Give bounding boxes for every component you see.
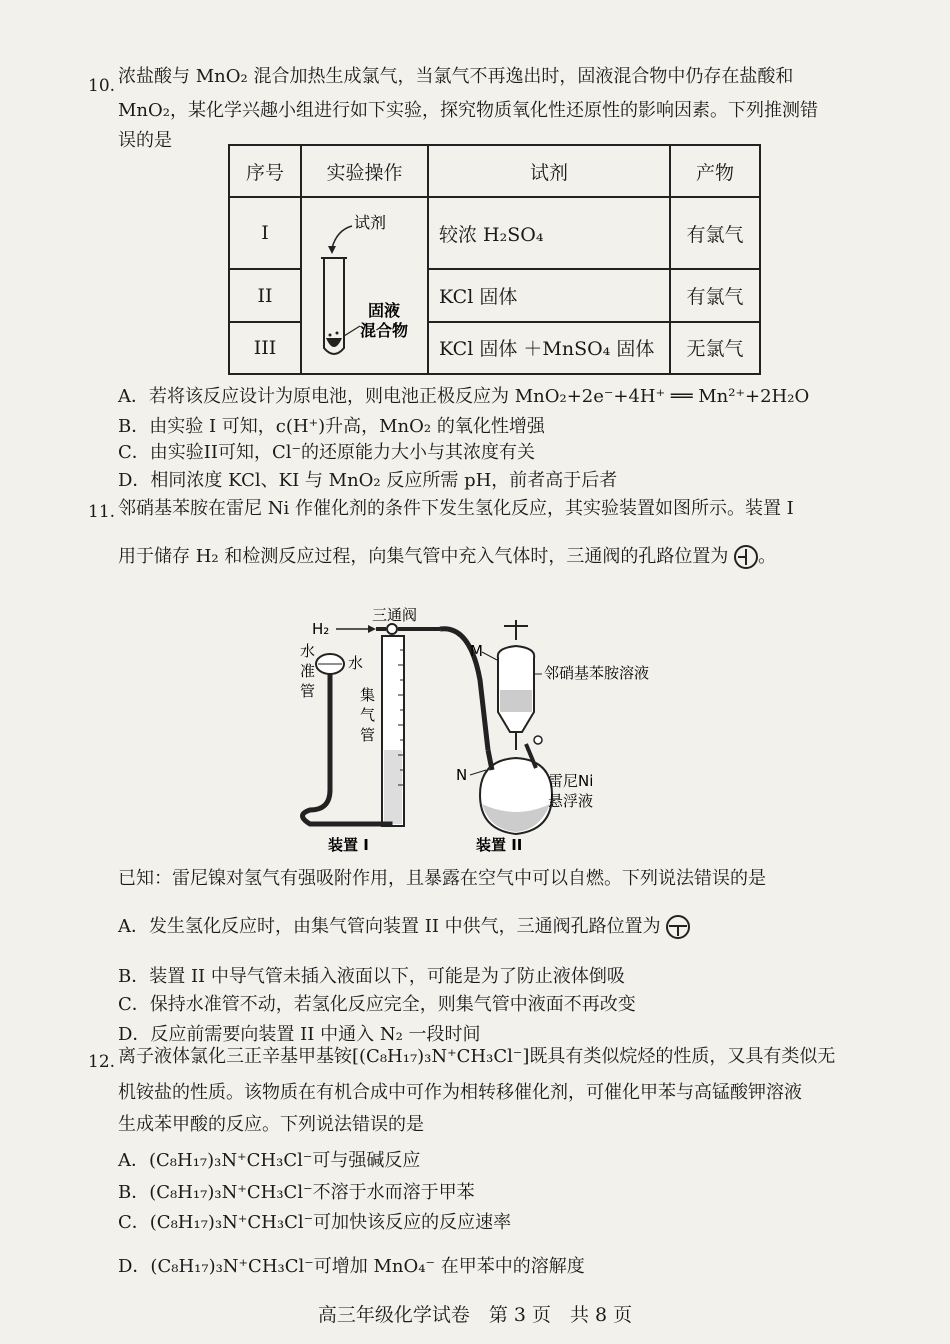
question-12-stem-line1: 离子液体氯化三正辛基甲基铵[(C₈H₁₇)₃N⁺CH₃Cl⁻]既具有类似烷烃的性质，又具有类似无 [118, 1046, 836, 1067]
question-11-stem-text: 用于储存 H₂ 和检测反应过程，向集气管中充入气体时，三通阀的孔路位置为 [118, 546, 729, 567]
question-12-stem-line2: 机铵盐的性质。该物质在有机合成中可作为相转移催化剂，可催化甲苯与高锰酸钾溶液 [118, 1082, 802, 1103]
q11-option-a [118, 912, 690, 939]
valve-position-icon-fill [734, 545, 758, 569]
question-10-stem-line2: MnO₂，某化学兴趣小组进行如下实验，探究物质氧化性还原性的影响因素。下列推测错 [118, 100, 818, 121]
m-label: M [470, 642, 483, 660]
q10-option-c: C．由实验II可知，Cl⁻的还原能力大小与其浓度有关 [118, 442, 536, 463]
q10-option-b: B．由实验 I 可知，c(H⁺)升高，MnO₂ 的氧化性增强 [118, 416, 545, 437]
table-header: 试剂 [428, 145, 670, 197]
q10-option-d: D．相同浓度 KCl、KI 与 MnO₂ 反应所需 pH，前者高于后者 [118, 470, 618, 491]
question-12-stem-line3: 生成苯甲酸的反应。下列说法错误的是 [118, 1114, 424, 1135]
page-footer: 高三年级化学试卷 第 3 页 共 8 页 [317, 1304, 633, 1326]
row-reagent: KCl 固体 [428, 269, 670, 321]
q12-option-d: D．(C₈H₁₇)₃N⁺CH₃Cl⁻可增加 MnO₄⁻ 在甲苯中的溶解度 [118, 1256, 585, 1277]
row-id: II [229, 269, 301, 321]
q11-option-b: B．装置 II 中导气管未插入液面以下，可能是为了防止液体倒吸 [118, 966, 625, 987]
three-way-valve-label: 三通阀 [372, 606, 418, 624]
leveling-tube-char-3: 管 [300, 682, 316, 700]
mixture-label-2: 混合物 [360, 321, 409, 340]
valve-position-icon-supply [666, 915, 690, 939]
table-header-row [229, 145, 760, 197]
row-reagent: KCl 固体 ＋MnSO₄ 固体 [428, 322, 670, 374]
table-header: 实验操作 [301, 145, 428, 197]
row-id: III [229, 322, 301, 374]
q12-option-c: C．(C₈H₁₇)₃N⁺CH₃Cl⁻可加快该反应的反应速率 [118, 1212, 512, 1233]
q11-option-a-text: A．发生氢化反应时，由集气管向装置 II 中供气，三通阀孔路位置为 [118, 916, 661, 937]
raney-ni-label-2: 悬浮液 [548, 792, 594, 810]
n-label: N [456, 766, 468, 784]
apparatus-2-label: 装置 II [476, 836, 523, 854]
table-header: 序号 [229, 145, 301, 197]
experiment-diagram-cell [301, 197, 428, 374]
q12-option-b: B．(C₈H₁₇)₃N⁺CH₃Cl⁻不溶于水而溶于甲苯 [118, 1182, 475, 1203]
h2-label: H₂ [312, 620, 330, 638]
question-11-number: 11. [88, 502, 116, 522]
solution-label: 邻硝基苯胺溶液 [544, 664, 650, 682]
question-11-stem-line1: 邻硝基苯胺在雷尼 Ni 作催化剂的条件下发生氢化反应，其实验装置如图所示。装置 I [118, 498, 794, 519]
row-id: I [229, 197, 301, 269]
question-10-number: 10. [88, 76, 116, 96]
q11-option-c: C．保持水准管不动，若氢化反应完全，则集气管中液面不再改变 [118, 994, 636, 1015]
question-10-stem-line3: 误的是 [118, 130, 172, 151]
question-11-stem-line2: 用于储存 H₂ 和检测反应过程，向集气管中充入气体时，三通阀的孔路位置为 。 [118, 546, 777, 567]
raney-ni-label-1: 雷尼Ni [548, 772, 594, 790]
table-header: 产物 [670, 145, 760, 197]
reagent-label: 试剂 [354, 213, 387, 232]
question-12-number: 12. [88, 1052, 116, 1072]
table-row [229, 197, 760, 269]
question-10-stem-line1: 浓盐酸与 MnO₂ 混合加热生成氯气，当氯气不再逸出时，固液混合物中仍存在盐酸和 [118, 66, 794, 87]
leveling-tube-char-1: 水 [300, 642, 316, 660]
mixture-label-1: 固液 [368, 301, 401, 320]
water-label: 水 [348, 654, 364, 672]
apparatus-1-label: 装置 I [328, 836, 369, 854]
row-reagent: 较浓 H₂SO₄ [428, 197, 670, 269]
question-11-known: 已知：雷尼镍对氢气有强吸附作用，且暴露在空气中可以自燃。下列说法错误的是 [118, 868, 766, 889]
experiment-table [228, 144, 761, 375]
hydrogenation-apparatus-diagram [290, 606, 650, 860]
q12-option-a: A．(C₈H₁₇)₃N⁺CH₃Cl⁻可与强碱反应 [118, 1150, 421, 1171]
q11-option-d: D．反应前需要向装置 II 中通入 N₂ 一段时间 [118, 1024, 481, 1045]
q10-option-a: A．若将该反应设计为原电池，则电池正极反应为 MnO₂+2e⁻+4H⁺ ══ Mn²⁺+2H₂O [118, 386, 810, 407]
gas-tube-char-3: 管 [360, 726, 376, 744]
test-tube-diagram [302, 198, 427, 368]
gas-tube-char-1: 集 [360, 686, 376, 704]
row-product: 有氯气 [670, 269, 760, 321]
row-product: 无氯气 [670, 322, 760, 374]
leveling-tube-char-2: 准 [300, 662, 316, 680]
gas-tube-char-2: 气 [360, 706, 376, 724]
row-product: 有氯气 [670, 197, 760, 269]
